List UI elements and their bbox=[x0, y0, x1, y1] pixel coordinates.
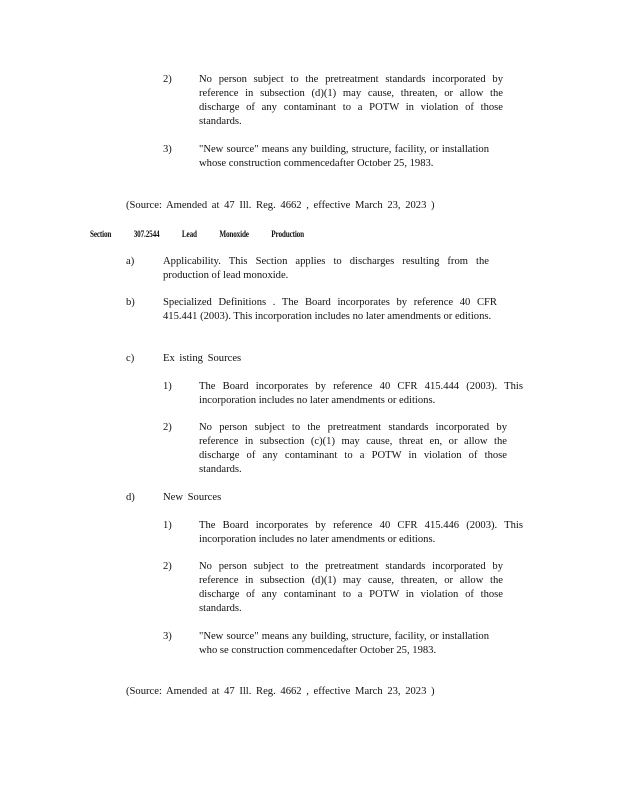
item-number: 2) bbox=[163, 74, 172, 85]
paragraph-text: The Board incorporates by reference 40 CFR 415.446 (2003). This incorporation includes no later amendments or editions. bbox=[199, 520, 523, 545]
subsection-letter: c) bbox=[126, 353, 135, 364]
paragraph-text: "New source" means any building, structure, facility, or installation whose construction commencedafter October 25, 1983. bbox=[199, 144, 489, 169]
subsection-title: Ex isting Sources bbox=[163, 353, 242, 364]
subsection-letter: d) bbox=[126, 492, 135, 503]
paragraph-text: Specialized Definitions . The Board incorporates by reference 40 CFR 415.441 (2003). This incorporation includes no later amendments or editions. bbox=[163, 297, 497, 322]
source-note: (Source: Amended at 47 Ill. Reg. 4662 , effective March 23, 2023 ) bbox=[126, 200, 435, 211]
source-note: (Source: Amended at 47 Ill. Reg. 4662 , effective March 23, 2023 ) bbox=[126, 686, 435, 697]
section-title-word: Lead bbox=[181, 229, 197, 239]
section-label: Section bbox=[90, 229, 112, 239]
item-number: 3) bbox=[163, 631, 172, 642]
section-title-word: Monoxide bbox=[219, 229, 249, 239]
paragraph-text: No person subject to the pretreatment standards incorporated by reference in subsection (c)(1) may cause, threat en, or allow the discharge of any contaminant to a POTW in violation of those standards. bbox=[199, 422, 507, 475]
paragraph-text: The Board incorporates by reference 40 CFR 415.444 (2003). This incorporation includes no later amendments or editions. bbox=[199, 381, 523, 406]
paragraph-text: No person subject to the pretreatment standards incorporated by reference in subsection (d)(1) may cause, threaten, or allow the discharge of any contaminant to a POTW in violation of those standards. bbox=[199, 74, 503, 127]
item-number: 2) bbox=[163, 422, 172, 433]
section-title-word: Production bbox=[271, 229, 304, 239]
subsection-letter: a) bbox=[126, 256, 135, 267]
item-number: 3) bbox=[163, 144, 172, 155]
paragraph-text: "New source" means any building, structure, facility, or installation who se construction commencedafter October 25, 1983. bbox=[199, 631, 489, 656]
subsection-title: New Sources bbox=[163, 492, 222, 503]
item-number: 1) bbox=[163, 520, 172, 531]
paragraph-text: No person subject to the pretreatment standards incorporated by reference in subsection (d)(1) may cause, threaten, or allow the discharge of any contaminant to a POTW in violation of those standards. bbox=[199, 561, 503, 614]
item-number: 1) bbox=[163, 381, 172, 392]
section-heading bbox=[90, 229, 325, 239]
subsection-letter: b) bbox=[126, 297, 135, 308]
item-number: 2) bbox=[163, 561, 172, 572]
paragraph-text: Applicability. This Section applies to discharges resulting from the production of lead monoxide. bbox=[163, 256, 489, 281]
section-number: 307.2544 bbox=[133, 229, 160, 239]
